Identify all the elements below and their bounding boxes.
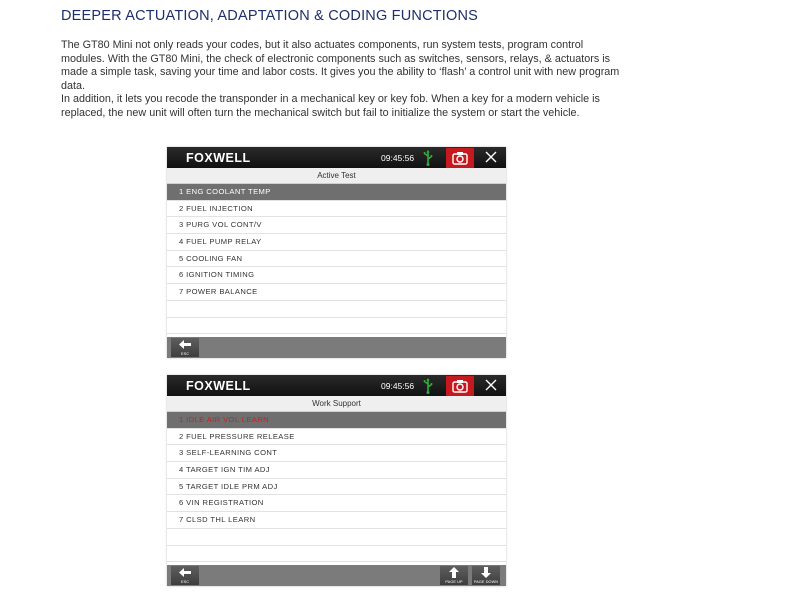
description-paragraph-2: In addition, it lets you recode the transponder in a mechanical key or key fob. When a key for a modern vehicle is replaced, the new unit will often turn the mechanical switch but fail to initialize the system or start the vehicle.: [61, 93, 600, 119]
up-arrow-icon: [448, 567, 460, 578]
usb-icon: [422, 378, 434, 394]
list-item[interactable]: 3 SELF-LEARNING CONT: [167, 445, 506, 462]
foxwell-logo: FOXWELL: [186, 151, 251, 165]
work-support-screenshot: [167, 375, 506, 586]
list-item[interactable]: 5 TARGET IDLE PRM ADJ: [167, 479, 506, 496]
list-item[interactable]: 6 IGNITION TIMING: [167, 267, 506, 284]
foxwell-logo: FOXWELL: [186, 379, 251, 393]
page-down-label: PAGE DOWN: [473, 580, 499, 584]
screenshot-camera-button[interactable]: [446, 376, 474, 396]
empty-list-item: [167, 301, 506, 318]
list-item[interactable]: 1 ENG COOLANT TEMP: [167, 184, 506, 201]
list-item[interactable]: 4 FUEL PUMP RELAY: [167, 234, 506, 251]
down-arrow-icon: [480, 567, 492, 578]
usb-icon: [422, 150, 434, 166]
page-up-button[interactable]: [440, 566, 468, 585]
list-item[interactable]: 2 FUEL INJECTION: [167, 201, 506, 218]
list-item[interactable]: 7 CLSD THL LEARN: [167, 512, 506, 529]
active-test-screenshot: [167, 147, 506, 358]
camera-icon: [452, 151, 468, 165]
back-arrow-icon: [179, 567, 191, 578]
device-bottom-bar: [167, 337, 506, 358]
page-up-label: PAGE UP: [445, 580, 463, 584]
list-item[interactable]: 5 COOLING FAN: [167, 251, 506, 268]
device-top-bar: [167, 375, 506, 396]
work-support-list: [167, 412, 506, 562]
empty-list-item: [167, 529, 506, 546]
device-top-bar: [167, 147, 506, 168]
close-icon[interactable]: [485, 379, 497, 391]
list-item[interactable]: 4 TARGET IGN TIM ADJ: [167, 462, 506, 479]
esc-label: ESC: [180, 580, 190, 584]
section-description: [61, 39, 621, 121]
esc-button[interactable]: [171, 566, 199, 585]
esc-button[interactable]: [171, 338, 199, 357]
list-item[interactable]: 2 FUEL PRESSURE RELEASE: [167, 429, 506, 446]
clock-time: 09:45:56: [381, 381, 415, 391]
section-heading: DEEPER ACTUATION, ADAPTATION & CODING FUNCTIONS: [61, 8, 479, 24]
esc-label: ESC: [180, 352, 190, 356]
camera-icon: [452, 379, 468, 393]
clock-time: 09:45:56: [381, 153, 415, 163]
description-paragraph-1: The GT80 Mini not only reads your codes, but it also actuates components, run system tests, program control modules. With the GT80 Mini, the check of electronic components such as switches, sensors, relays, & actuators is made a simple task, saving your time and labor costs. It gives you the ability to ‘flash’ a control unit with new program data.: [61, 39, 620, 92]
empty-list-item: [167, 318, 506, 335]
close-icon[interactable]: [485, 151, 497, 163]
list-item[interactable]: 6 VIN REGISTRATION: [167, 495, 506, 512]
page-down-button[interactable]: [472, 566, 500, 585]
empty-list-item: [167, 546, 506, 563]
back-arrow-icon: [179, 339, 191, 350]
device-bottom-bar: [167, 565, 506, 586]
screen-title: Active Test: [167, 168, 506, 184]
list-item[interactable]: 7 POWER BALANCE: [167, 284, 506, 301]
list-item[interactable]: 3 PURG VOL CONT/V: [167, 217, 506, 234]
active-test-list: [167, 184, 506, 334]
list-item[interactable]: 1 IDLE AIR VOL LEARN: [167, 412, 506, 429]
screen-title: Work Support: [167, 396, 506, 412]
screenshot-camera-button[interactable]: [446, 148, 474, 168]
